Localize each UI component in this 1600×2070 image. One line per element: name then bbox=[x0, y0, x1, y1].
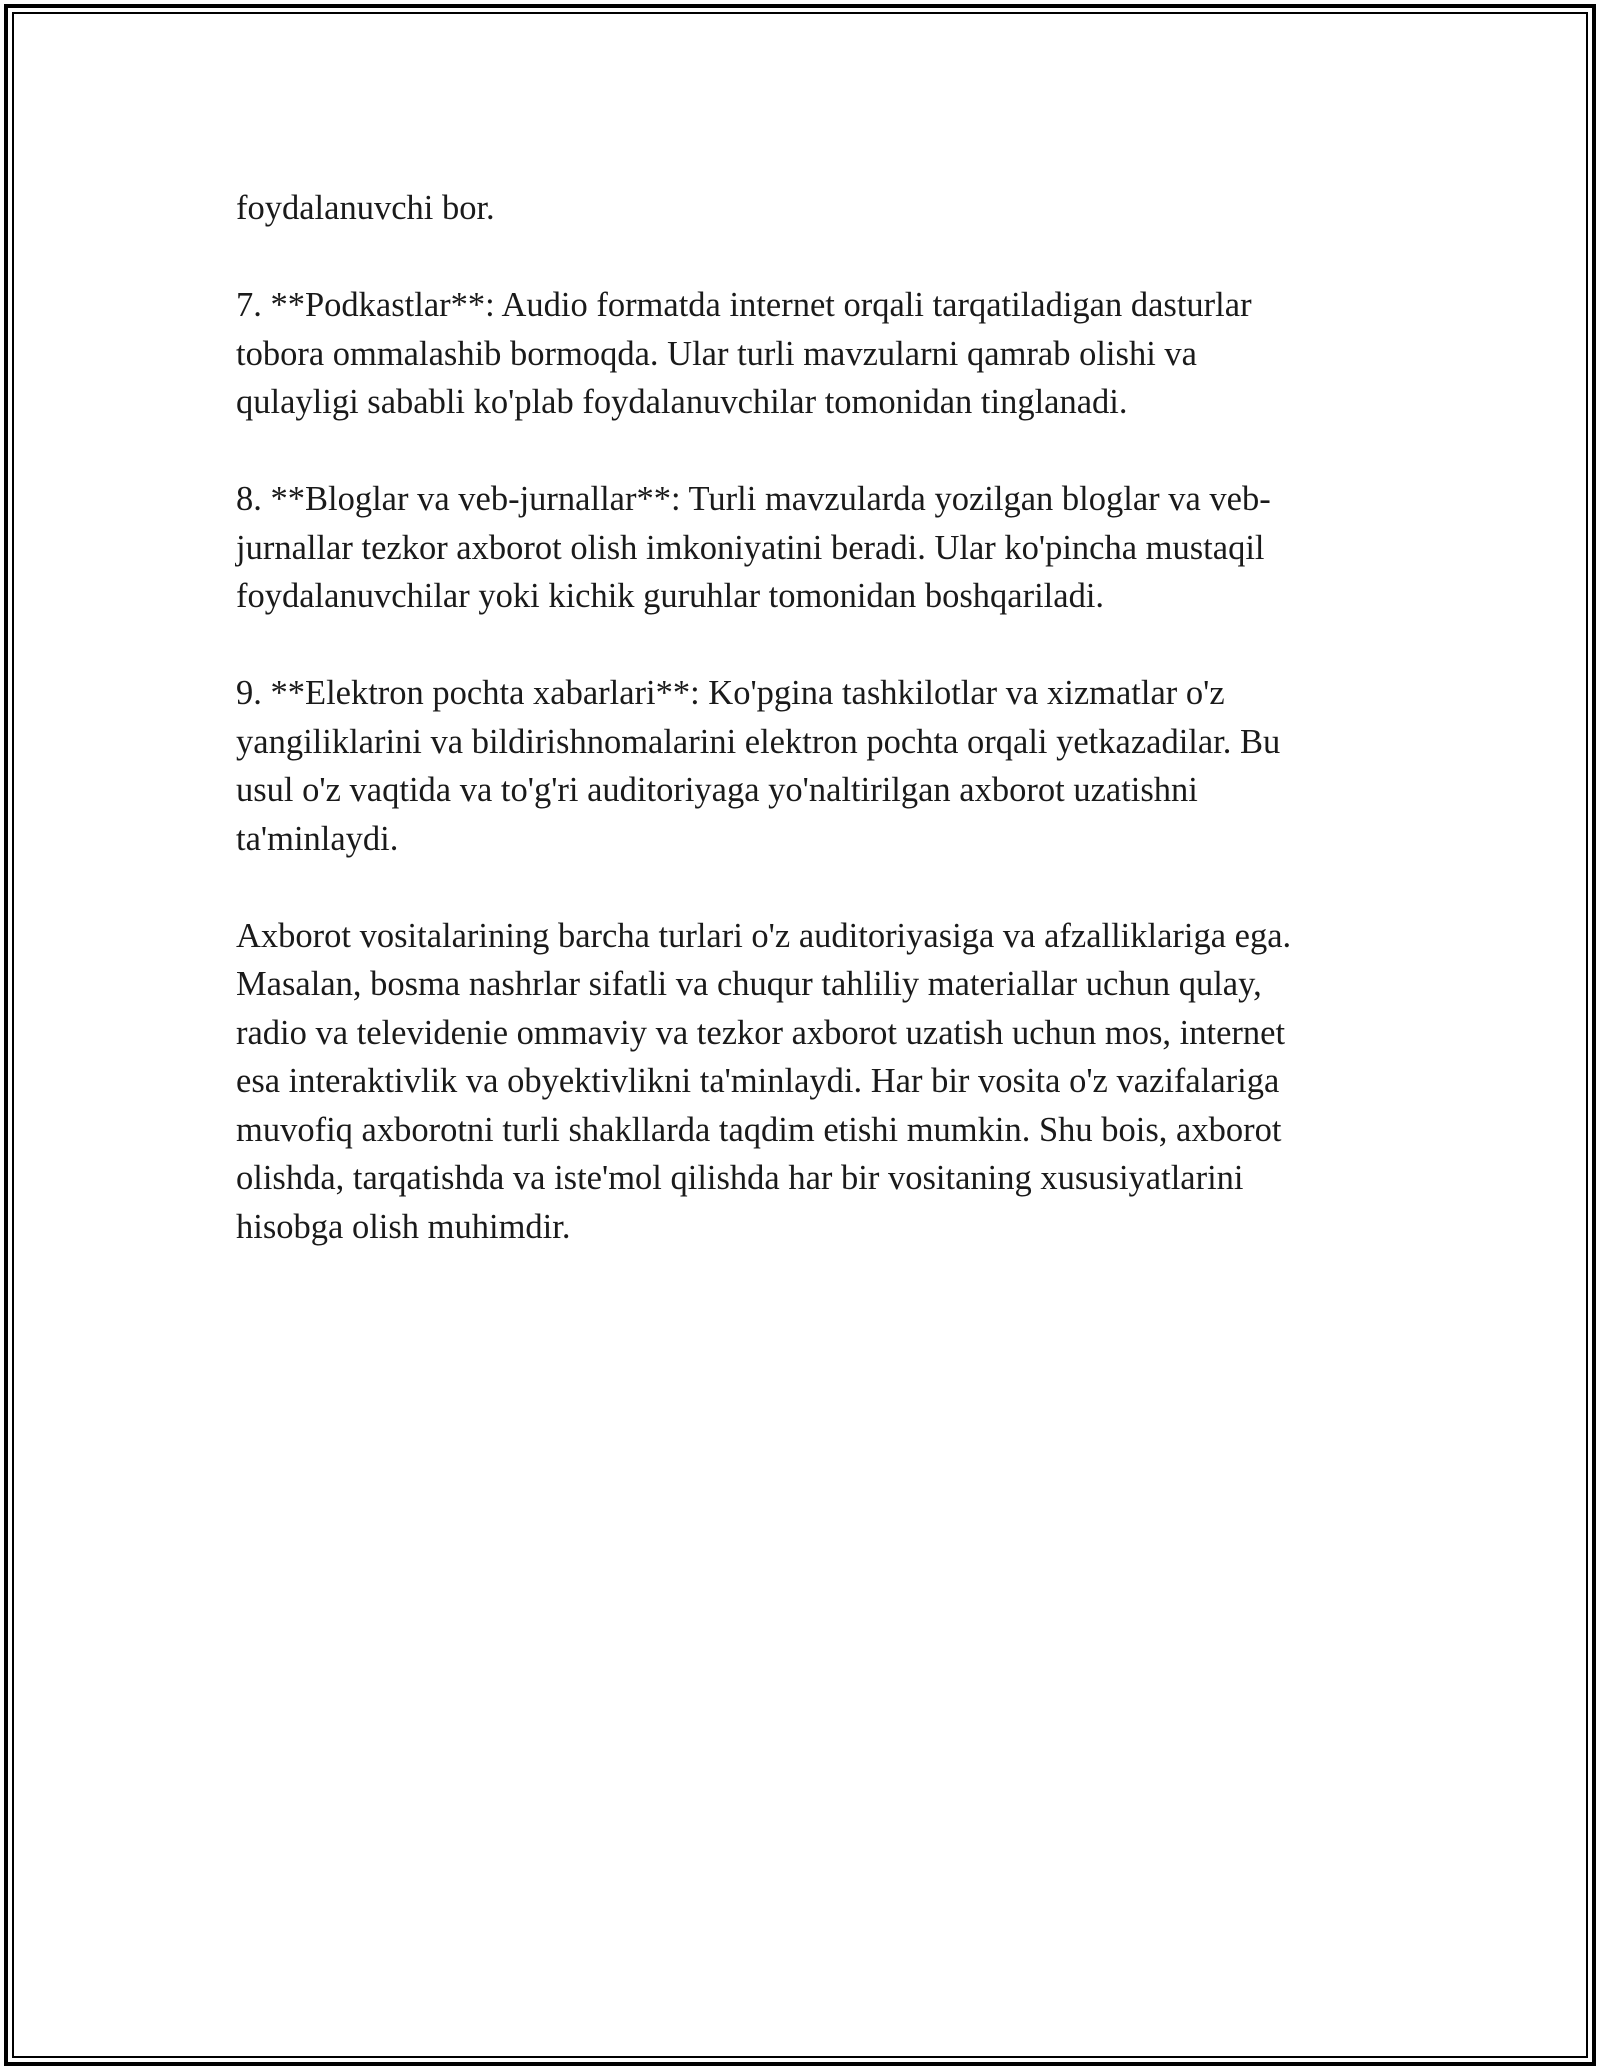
paragraph-conclusion bbox=[236, 912, 1366, 1252]
text-line: olishda, tarqatishda va iste'mol qilishda har bir vositaning xususiyatlarini bbox=[236, 1159, 1244, 1197]
document-body bbox=[236, 184, 1366, 1300]
text-line: Masalan, bosma nashrlar sifatli va chuqur tahliliy materiallar uchun qulay, bbox=[236, 965, 1262, 1003]
text-line: ta'minlaydi. bbox=[236, 819, 399, 858]
text-line: 9. **Elektron pochta xabarlari**: Ko'pgina tashkilotlar va xizmatlar o'z bbox=[236, 674, 1225, 712]
text-line: radio va televidenie ommaviy va tezkor axborot uzatish uchun mos, internet bbox=[236, 1013, 1286, 1052]
text-line: jurnallar tezkor axborot olish imkoniyatini beradi. Ular ko'pincha mustaqil bbox=[236, 528, 1265, 567]
text-line: foydalanuvchi bor. bbox=[236, 189, 495, 227]
text-line: tobora ommalashib bormoqda. Ular turli mavzularni qamrab olishi va bbox=[236, 334, 1197, 373]
text-line: esa interaktivlik va obyektivlikni ta'minlaydi. Har bir vosita o'z vazifalariga bbox=[236, 1062, 1280, 1100]
paragraph-blogs bbox=[236, 475, 1366, 621]
text-line: muvofiq axborotni turli shakllarda taqdim etishi mumkin. Shu bois, axborot bbox=[236, 1110, 1282, 1149]
paragraph-email bbox=[236, 669, 1366, 863]
paragraph-podcasts bbox=[236, 281, 1366, 427]
text-line: Axborot vositalarining barcha turlari o'z auditoriyasiga va afzalliklariga ega. bbox=[236, 916, 1292, 955]
text-line: 8. **Bloglar va veb-jurnallar**: Turli mavzularda yozilgan bloglar va veb- bbox=[236, 480, 1271, 518]
text-line: yangiliklarini va bildirishnomalarini elektron pochta orqali yetkazadilar. Bu bbox=[236, 722, 1281, 761]
paragraph-continuation bbox=[236, 184, 1366, 233]
text-line: usul o'z vaqtida va to'g'ri auditoriyaga yo'naltirilgan axborot uzatishni bbox=[236, 771, 1198, 809]
text-line: qulayligi sababli ko'plab foydalanuvchilar tomonidan tinglanadi. bbox=[236, 383, 1128, 421]
text-line: hisobga olish muhimdir. bbox=[236, 1207, 571, 1246]
text-line: 7. **Podkastlar**: Audio formatda internet orqali tarqatiladigan dasturlar bbox=[236, 286, 1252, 324]
text-line: foydalanuvchilar yoki kichik guruhlar tomonidan boshqariladi. bbox=[236, 577, 1105, 615]
